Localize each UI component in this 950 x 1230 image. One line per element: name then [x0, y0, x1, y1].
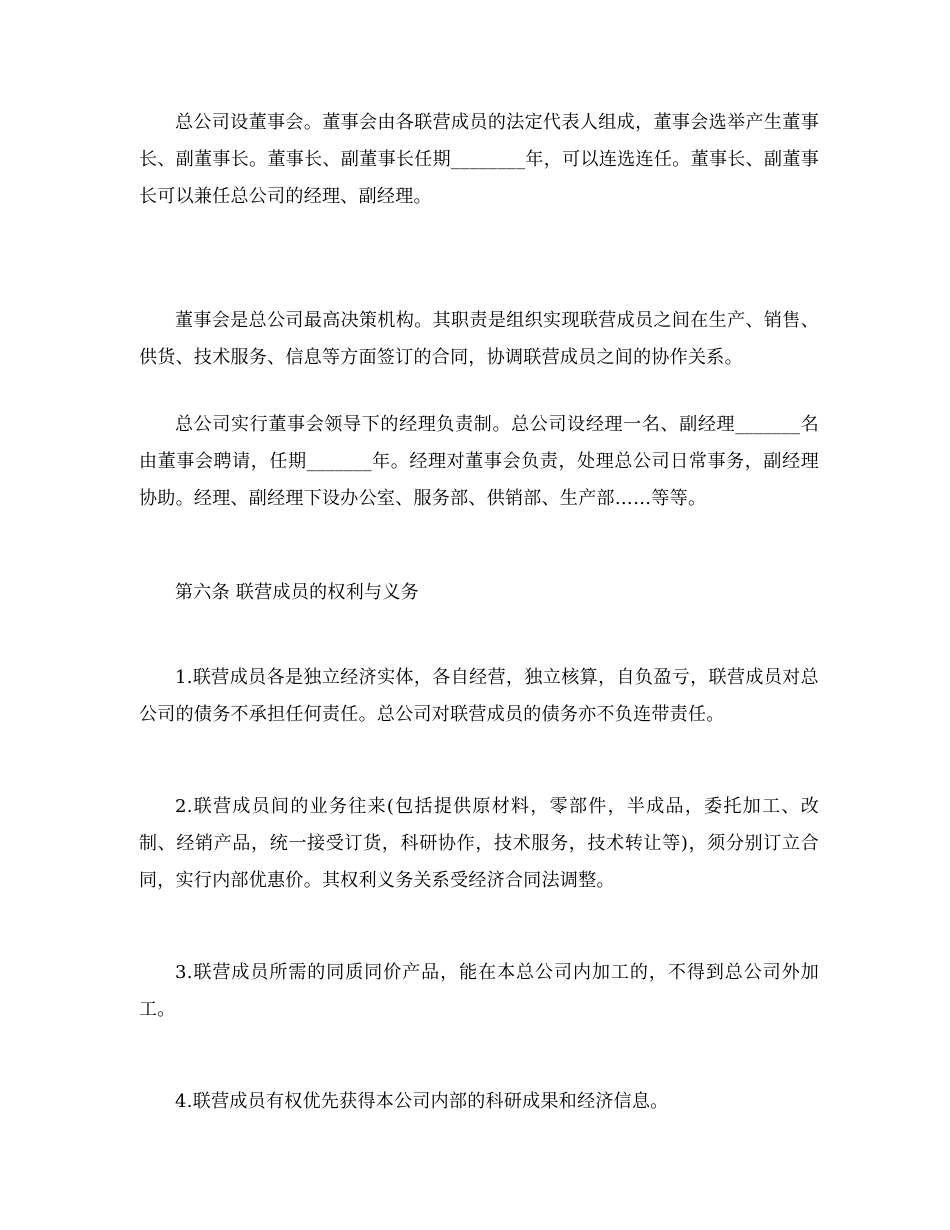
- paragraph-board-duties: 董事会是总公司最高决策机构。其职责是组织实现联营成员之间在生产、销售、供货、技术服务、信息等方面签订的合同，协调联营成员之间的协作关系。: [139, 310, 819, 368]
- paragraph-item-4: 4.联营成员有权优先获得本公司内部的科研成果和经济信息。: [175, 1091, 669, 1112]
- section-heading-article-6: 第六条 联营成员的权利与义务: [175, 582, 419, 603]
- paragraph-item-2: 2.联营成员间的业务往来(包括提供原材料，零部件，半成品，委托加工、改制、经销产品，统一接受订货，科研协作，技术服务，技术转让等)，须分别订立合同，实行内部优惠价。其权利义务关系受经济合同法调整。: [139, 796, 819, 891]
- paragraph-board-setup: 总公司设董事会。董事会由各联营成员的法定代表人组成，董事会选举产生董事长、副董事长。董事长、副董事长任期________年，可以连选连任。董事长、副董事长可以兼任总公司的经理、副经理。: [139, 112, 819, 207]
- paragraph-manager-system: 总公司实行董事会领导下的经理负责制。总公司设经理一名、副经理_______名由董事会聘请，任期_______年。经理对董事会负责，处理总公司日常事务，副经理协助。经理、副经理下设办公室、服务部、供销部、生产部……等等。: [139, 414, 819, 509]
- paragraph-item-3: 3.联营成员所需的同质同价产品，能在本总公司内加工的，不得到总公司外加工。: [139, 962, 819, 1020]
- paragraph-item-1: 1.联营成员各是独立经济实体，各自经营，独立核算，自负盈亏，联营成员对总公司的债务不承担任何责任。总公司对联营成员的债务亦不负连带责任。: [139, 667, 819, 725]
